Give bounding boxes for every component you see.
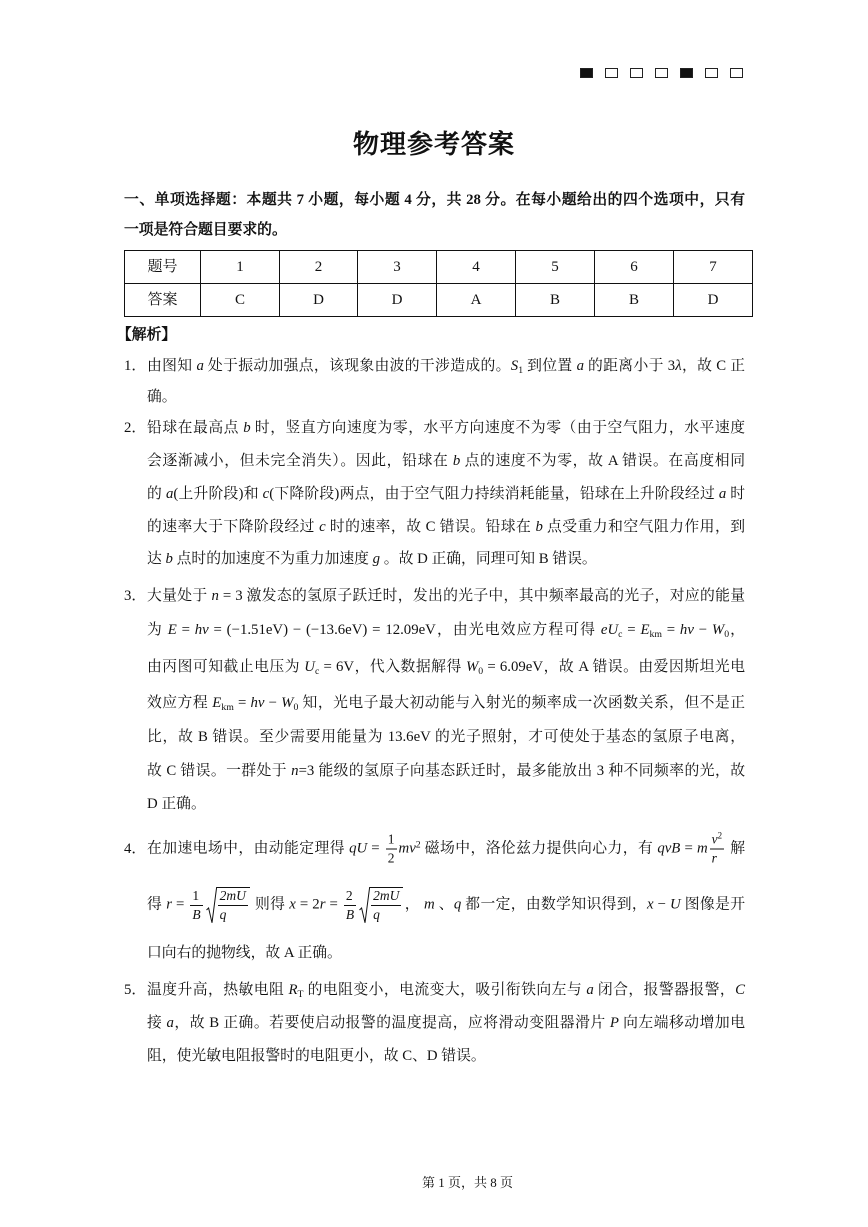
math-variable: x [647, 896, 654, 913]
fraction-numerator [344, 888, 356, 905]
math-term [373, 551, 380, 567]
text-run: 在加速电场中，由动能定理得 [147, 840, 350, 857]
math-variable: qvB [657, 840, 681, 857]
text-run: 由丙图可知截止电压为 [147, 659, 305, 675]
math-variable: r [166, 896, 172, 913]
analysis-line [147, 942, 745, 964]
math-variable: 2mU [219, 888, 246, 903]
math-variable: a [166, 1015, 174, 1031]
math-variable: v [711, 831, 718, 847]
math-variable: E [167, 622, 177, 638]
analysis-line [147, 979, 745, 1001]
math-variable: B [192, 906, 201, 922]
fraction-denominator [344, 905, 356, 923]
text-run: = [367, 840, 384, 857]
text-run: − [653, 896, 671, 913]
text-run: 的电阻变小，电流变大，吸引衔铁向左与 [303, 982, 587, 998]
math-variable: λ [675, 358, 682, 374]
math-term [712, 832, 722, 847]
math-variable: b [452, 453, 461, 469]
section-heading-line: 一项是符合题目要求的。 [124, 222, 287, 238]
math-term [670, 896, 681, 912]
text-run: 点时的加速度不为重力加速度 [172, 551, 373, 567]
fraction-numerator [710, 832, 724, 849]
math-term [610, 1015, 619, 1031]
fraction [710, 832, 724, 867]
square-root [206, 886, 250, 924]
text-run: = 6.09eV，故 A 错误。由爱因斯坦光电 [483, 659, 745, 675]
radicand [217, 887, 250, 923]
math-subscript: km [649, 628, 662, 640]
math-variable: q [453, 896, 462, 913]
math-term [601, 622, 623, 638]
math-term [167, 1015, 174, 1031]
math-subscript: km [221, 701, 234, 713]
math-superscript: 2 [717, 830, 723, 841]
text-run: = [622, 622, 641, 638]
text-run: 达 [147, 551, 166, 567]
text-run: 口向右的抛物线，故 A 正确。 [147, 945, 342, 961]
text-run: = [680, 840, 697, 857]
text-run: 向左端移动增加电 [618, 1015, 745, 1031]
math-term [680, 622, 694, 638]
text-run: 都一定，由数学知识得到， [461, 896, 648, 913]
text-run: = 6V，代入数据解得 [319, 659, 466, 675]
item-number: 3． [124, 588, 147, 604]
text-run: 比，故 B 错误。至少需要用能量为 13.6eV 的光子照射，才可使处于基态的氢原子电离， [147, 729, 745, 745]
math-term [220, 888, 246, 903]
math-variable: W [711, 622, 725, 638]
math-variable: x [289, 896, 296, 913]
fraction-denominator [218, 905, 248, 923]
fraction [344, 888, 356, 923]
math-term [346, 907, 354, 922]
math-superscript: 2 [415, 839, 421, 851]
text-run: 点受重力和空气阻力作用，到 [542, 519, 746, 535]
analysis-line [147, 585, 745, 607]
math-term [511, 358, 523, 374]
math-term [211, 588, 218, 604]
math-variable: b [165, 551, 173, 567]
math-variable: n [291, 763, 299, 779]
text-run: 接 [147, 1015, 167, 1031]
text-run: − [693, 622, 712, 638]
math-variable: hν [194, 622, 209, 638]
text-run: 时的速率，故 C 错误。铅球在 [325, 519, 536, 535]
fraction-numerator [386, 832, 397, 849]
math-subscript: c [618, 628, 623, 640]
text-run: (下降阶段)两点，由于空气阻力持续消耗能量，铅球在上升阶段经过 [269, 486, 719, 502]
analysis-line [147, 760, 745, 782]
math-subscript: 1 [518, 364, 524, 376]
analysis-line [147, 656, 745, 678]
text-run: ，故 C 正 [681, 358, 745, 374]
math-term [281, 695, 298, 711]
fraction-numerator [218, 888, 248, 905]
item-number: 1． [124, 358, 147, 374]
math-subscript: 0 [293, 701, 299, 713]
text-run: 时 [726, 486, 745, 502]
math-variable: qU [349, 840, 368, 857]
math-variable: a [576, 358, 584, 374]
math-term [640, 622, 662, 638]
table-cell-answer: B [516, 284, 595, 317]
text-run: 的 [147, 486, 166, 502]
math-term [735, 982, 745, 998]
math-term [304, 659, 319, 675]
math-variable: P [609, 1015, 619, 1031]
math-variable: m [423, 896, 435, 913]
text-run: 为 [147, 622, 168, 638]
page-title: 物理参考答案 [352, 130, 515, 159]
fraction [218, 888, 248, 923]
math-subscript: 0 [478, 665, 484, 677]
math-variable: C [735, 982, 746, 998]
math-term [535, 519, 542, 535]
math-variable: g [372, 551, 381, 567]
math-variable: r [319, 896, 326, 913]
text-run: 解 [726, 840, 746, 857]
math-variable: S [510, 358, 519, 374]
math-variable: n [211, 588, 219, 604]
radical-sign [206, 886, 217, 924]
analysis-line [147, 726, 745, 748]
math-variable: c [262, 486, 270, 502]
math-variable: a [718, 486, 727, 502]
text-run: D 正确。 [147, 796, 206, 812]
math-subscript: c [314, 665, 320, 677]
math-term [212, 695, 234, 711]
table-cell-number: 2 [280, 251, 358, 284]
table-cell-answer: D [358, 284, 437, 317]
text-run: = 3 激发态的氢原子跃迁时，发出的光子中，其中频率最高的光子，对应的能量 [218, 588, 745, 604]
analysis-line [147, 483, 745, 505]
math-variable: 2mU [373, 888, 400, 903]
math-variable: eU [600, 622, 619, 638]
analysis-line [147, 619, 745, 641]
analysis-line [147, 832, 745, 867]
text-run: 温度升高，热敏电阻 [147, 982, 289, 998]
math-variable: hν [250, 695, 265, 711]
item-number: 5． [124, 982, 147, 998]
text-run: 阻，使光敏电阻报警时的电阻更小，故 C、D 错误。 [147, 1048, 486, 1064]
math-term [712, 851, 717, 866]
radical-sign [359, 886, 370, 924]
math-term [291, 763, 298, 779]
table-cell-number: 1 [201, 251, 280, 284]
table-cell-answer: C [201, 284, 280, 317]
text-run: 点的速度不为零，故 A 错误。在高度相同 [460, 453, 746, 469]
math-term [586, 982, 593, 998]
text-run: 磁场中，洛伦兹力提供向心力，有 [420, 840, 658, 857]
math-variable: B [345, 906, 355, 922]
analysis-line [147, 355, 745, 377]
text-run: = [233, 695, 251, 711]
math-term [289, 896, 296, 912]
text-run: 到位置 [523, 358, 577, 374]
text-run: 闭合，报警器报警， [593, 982, 736, 998]
text-run: = [176, 622, 195, 638]
math-subscript: T [297, 988, 304, 1000]
math-term [288, 982, 303, 998]
text-run: 时，竖直方向速度为零，水平方向速度不为零（由于空气阻力，水平速度 [250, 420, 745, 436]
text-run: ， [729, 622, 745, 638]
math-variable: b [535, 519, 543, 535]
text-run: = 2 [295, 896, 320, 913]
math-term [349, 840, 367, 856]
text-run: 的距离小于 3 [583, 358, 676, 374]
text-run: 由图知 [147, 358, 197, 374]
math-variable: W [281, 695, 294, 711]
math-term [195, 622, 209, 638]
text-run: (上升阶段)和 [173, 486, 263, 502]
math-term [166, 551, 173, 567]
math-variable: E [212, 695, 222, 711]
math-term [220, 907, 227, 922]
math-variable: c [319, 519, 326, 535]
table-row-header: 答案 [125, 284, 201, 317]
analysis-label: 【解析】 [117, 327, 177, 343]
analysis-line [147, 548, 745, 570]
text-run: ， [404, 896, 424, 913]
math-term [168, 622, 177, 638]
math-term [424, 896, 435, 912]
analysis-line [147, 386, 745, 408]
item-number: 4． [124, 841, 147, 857]
math-variable: U [670, 896, 681, 913]
math-variable: q [373, 907, 380, 922]
math-term [399, 840, 421, 856]
math-term [373, 888, 399, 903]
analysis-line [147, 692, 745, 714]
math-term [466, 659, 483, 675]
text-run: 、 [434, 896, 454, 913]
math-subscript: 0 [724, 628, 730, 640]
math-term [647, 896, 654, 912]
fraction [190, 888, 202, 923]
table-cell-number: 3 [358, 251, 437, 284]
text-run: 会逐渐减小，但未完全消失）。因此，铅球在 [147, 453, 453, 469]
math-term [251, 695, 265, 711]
table-cell-number: 4 [437, 251, 516, 284]
fraction-denominator [371, 905, 401, 923]
text-run: = [171, 896, 189, 913]
table-cell-number: 7 [674, 251, 753, 284]
math-variable: m [696, 840, 708, 857]
math-variable: R [288, 982, 298, 998]
fraction-numerator [371, 888, 401, 905]
table-row-header: 题号 [125, 251, 201, 284]
text-run: 大量处于 [147, 588, 212, 604]
fraction-denominator [386, 849, 397, 867]
fraction [371, 888, 401, 923]
text-run: = (−1.51eV) − (−13.6eV) = 12.09eV，由光电效应方程可得 [208, 622, 601, 638]
math-variable: a [586, 982, 594, 998]
table-cell-answer: B [595, 284, 674, 317]
fraction-denominator [190, 905, 202, 923]
math-variable: b [243, 420, 251, 436]
text-run: − [264, 695, 282, 711]
math-term [319, 519, 326, 535]
math-variable: W [465, 659, 479, 675]
math-variable: E [640, 622, 650, 638]
text-run: 2 [345, 887, 353, 903]
text-run: 1 [387, 831, 395, 847]
analysis-line [147, 793, 745, 815]
text-run: 图像是开 [680, 896, 746, 913]
math-term [712, 622, 729, 638]
table-cell-number: 5 [516, 251, 595, 284]
analysis-line [147, 1012, 745, 1034]
analysis-line [147, 516, 745, 538]
math-variable: U [304, 659, 315, 675]
table-cell-answer: D [674, 284, 753, 317]
analysis-line [147, 450, 745, 472]
text-run: 故 C 错误。一群处于 [147, 763, 292, 779]
analysis-line [147, 886, 745, 924]
math-term [657, 840, 680, 856]
text-run: = [661, 622, 680, 638]
square-root [359, 886, 403, 924]
math-variable: a [165, 486, 174, 502]
text-run: 知，光电子最大初动能与入射光的频率成一次函数关系，但不是正 [298, 695, 746, 711]
text-run: 1 [192, 887, 200, 903]
math-term [373, 907, 380, 922]
math-variable: a [196, 358, 204, 374]
text-run: 处于振动加强点，该现象由波的干涉造成的。 [203, 358, 511, 374]
math-variable: mv [398, 840, 416, 857]
text-run: ，故 B 正确。若要使启动报警的温度提高，应将滑动变阻器滑片 [173, 1015, 610, 1031]
table-cell-number: 6 [595, 251, 674, 284]
text-run: 2 [387, 850, 395, 866]
fraction [386, 832, 397, 867]
math-term [243, 420, 250, 436]
math-term [192, 907, 200, 922]
text-run: 的速率大于下降阶段经过 [147, 519, 320, 535]
text-run: = [325, 896, 342, 913]
math-term [577, 358, 584, 374]
math-variable: q [219, 907, 227, 922]
math-term [196, 358, 203, 374]
math-variable: hν [679, 622, 694, 638]
analysis-line [147, 1045, 745, 1067]
text-run: 铅球在最高点 [147, 420, 244, 436]
text-run: 得 [147, 896, 167, 913]
radicand [370, 887, 403, 923]
text-run: 确。 [147, 389, 177, 405]
item-number: 2． [124, 420, 147, 436]
text-run: 。故 D 正确，同理可知 B 错误。 [380, 551, 597, 567]
text-run: 效应方程 [147, 695, 213, 711]
table-cell-answer: D [280, 284, 358, 317]
math-variable: r [711, 850, 717, 866]
text-run: =3 能级的氢原子向基态跃迁时，最多能放出 3 种不同频率的光，故 [298, 763, 745, 779]
fraction-numerator [190, 888, 202, 905]
math-term [697, 840, 708, 856]
analysis-line [147, 417, 745, 439]
fraction-denominator [710, 849, 724, 867]
text-run: 则得 [250, 896, 290, 913]
table-cell-answer: A [437, 284, 516, 317]
section-heading-line: 一、单项选择题：本题共 7 小题，每小题 4 分，共 28 分。在每小题给出的四个选项中，只有 [124, 192, 745, 208]
page-footer: 第 1 页，共 8 页 [422, 1175, 514, 1190]
